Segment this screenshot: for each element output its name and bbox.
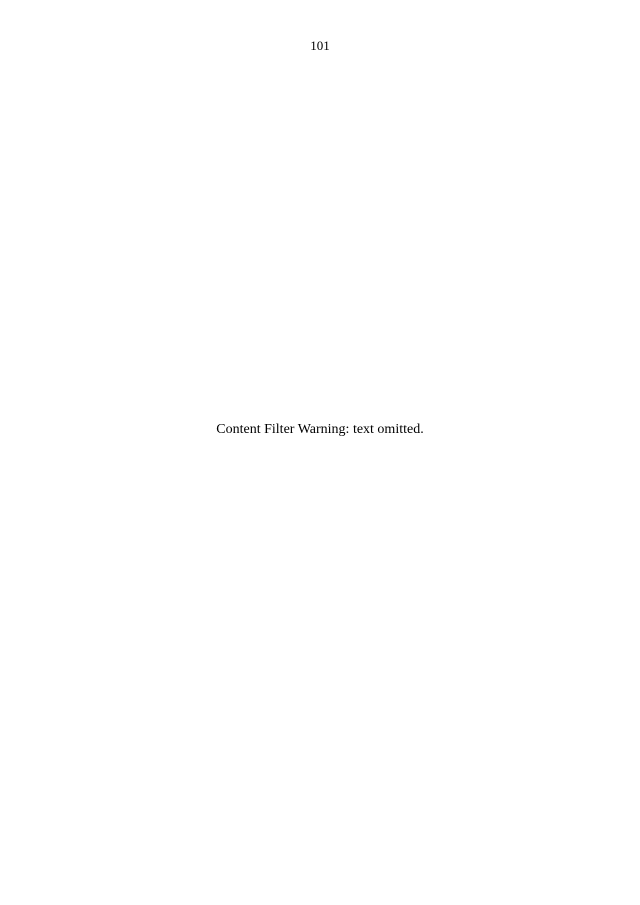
page-number: 101 (310, 38, 330, 53)
content-notice: Content Filter Warning: text omitted. (216, 422, 424, 437)
